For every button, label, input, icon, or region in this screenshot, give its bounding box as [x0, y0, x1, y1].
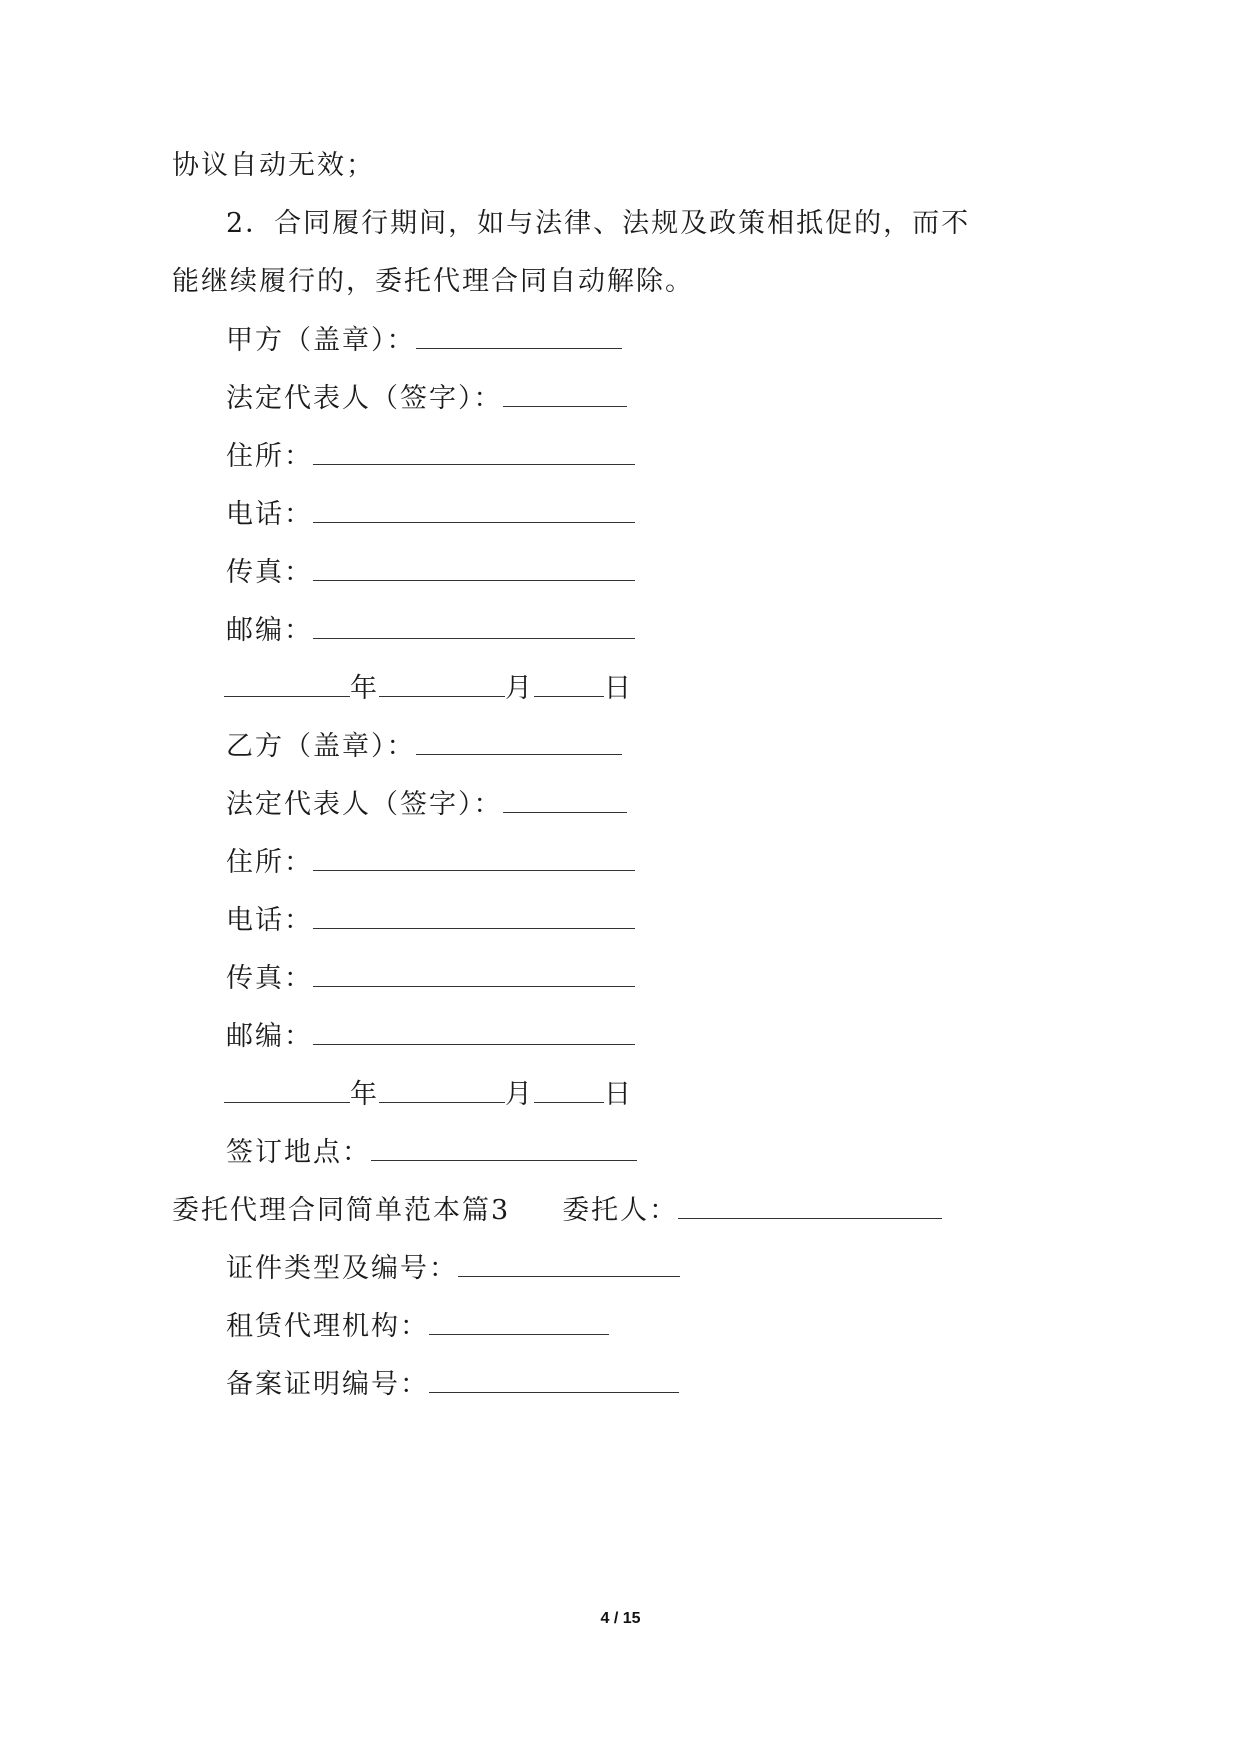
page-number: 4 / 15	[600, 1610, 641, 1627]
party-a-phone-label: 电话：	[226, 499, 313, 530]
sign-place-line	[226, 1138, 637, 1166]
month-blank	[379, 1080, 505, 1103]
party-b-rep-line	[226, 790, 627, 818]
party-b-phone-blank	[313, 906, 635, 929]
party-b-postcode-label: 邮编：	[226, 1021, 313, 1052]
month-label: 月	[505, 1079, 534, 1110]
party-a-seal-blank	[416, 326, 622, 349]
id-type-line	[226, 1254, 680, 1282]
month-blank	[379, 674, 505, 697]
record-no-blank	[429, 1370, 679, 1393]
party-a-rep-blank	[503, 384, 627, 407]
party-b-seal-blank	[416, 732, 622, 755]
agency-label: 租赁代理机构：	[226, 1311, 429, 1342]
section-title: 委托代理合同简单范本篇3	[172, 1195, 511, 1226]
party-b-seal-label: 乙方（盖章）：	[226, 731, 416, 762]
party-b-address-blank	[313, 848, 635, 871]
party-b-address-line	[226, 848, 635, 876]
party-a-seal-label: 甲方（盖章）：	[226, 325, 416, 356]
party-a-seal-line	[226, 326, 622, 354]
party-b-fax-line	[226, 964, 635, 992]
party-b-date-line	[224, 1080, 633, 1108]
party-a-rep-line	[226, 384, 627, 412]
record-no-label: 备案证明编号：	[226, 1369, 429, 1400]
day-label: 日	[604, 673, 633, 704]
party-a-fax-blank	[313, 558, 635, 581]
id-type-blank	[458, 1254, 680, 1277]
party-b-phone-line	[226, 906, 635, 934]
sign-place-blank	[371, 1138, 637, 1161]
text-line-1: 协议自动无效；	[172, 150, 375, 181]
agency-line	[226, 1312, 609, 1340]
party-a-address-label: 住所：	[226, 441, 313, 472]
principal-blank	[678, 1196, 942, 1219]
party-b-phone-label: 电话：	[226, 905, 313, 936]
party-b-postcode-line	[226, 1022, 635, 1050]
party-a-rep-label: 法定代表人（签字）：	[226, 383, 503, 414]
party-a-phone-line	[226, 500, 635, 528]
day-blank	[534, 674, 604, 697]
party-b-fax-label: 传真：	[226, 963, 313, 994]
agency-blank	[429, 1312, 609, 1335]
day-label: 日	[604, 1079, 633, 1110]
text-line-2: 2．合同履行期间，如与法律、法规及政策相抵促的，而不	[226, 208, 971, 239]
party-b-address-label: 住所：	[226, 847, 313, 878]
party-b-seal-line	[226, 732, 622, 760]
year-label: 年	[350, 1079, 379, 1110]
party-a-postcode-line	[226, 616, 635, 644]
principal-label: 委托人：	[562, 1195, 679, 1226]
party-a-date-line	[224, 674, 633, 702]
party-a-postcode-blank	[313, 616, 635, 639]
year-blank	[224, 1080, 350, 1103]
year-label: 年	[350, 673, 379, 704]
party-a-address-line	[226, 442, 635, 470]
party-b-fax-blank	[313, 964, 635, 987]
day-blank	[534, 1080, 604, 1103]
year-blank	[224, 674, 350, 697]
party-a-fax-label: 传真：	[226, 557, 313, 588]
party-a-fax-line	[226, 558, 635, 586]
record-no-line	[226, 1370, 679, 1398]
section-title-line	[172, 1196, 942, 1224]
party-b-rep-label: 法定代表人（签字）：	[226, 789, 503, 820]
month-label: 月	[505, 673, 534, 704]
party-b-postcode-blank	[313, 1022, 635, 1045]
id-type-label: 证件类型及编号：	[226, 1253, 458, 1284]
party-b-rep-blank	[503, 790, 627, 813]
party-a-postcode-label: 邮编：	[226, 615, 313, 646]
sign-place-label: 签订地点：	[226, 1137, 371, 1168]
party-a-phone-blank	[313, 500, 635, 523]
text-line-3: 能继续履行的，委托代理合同自动解除。	[172, 266, 694, 297]
party-a-address-blank	[313, 442, 635, 465]
